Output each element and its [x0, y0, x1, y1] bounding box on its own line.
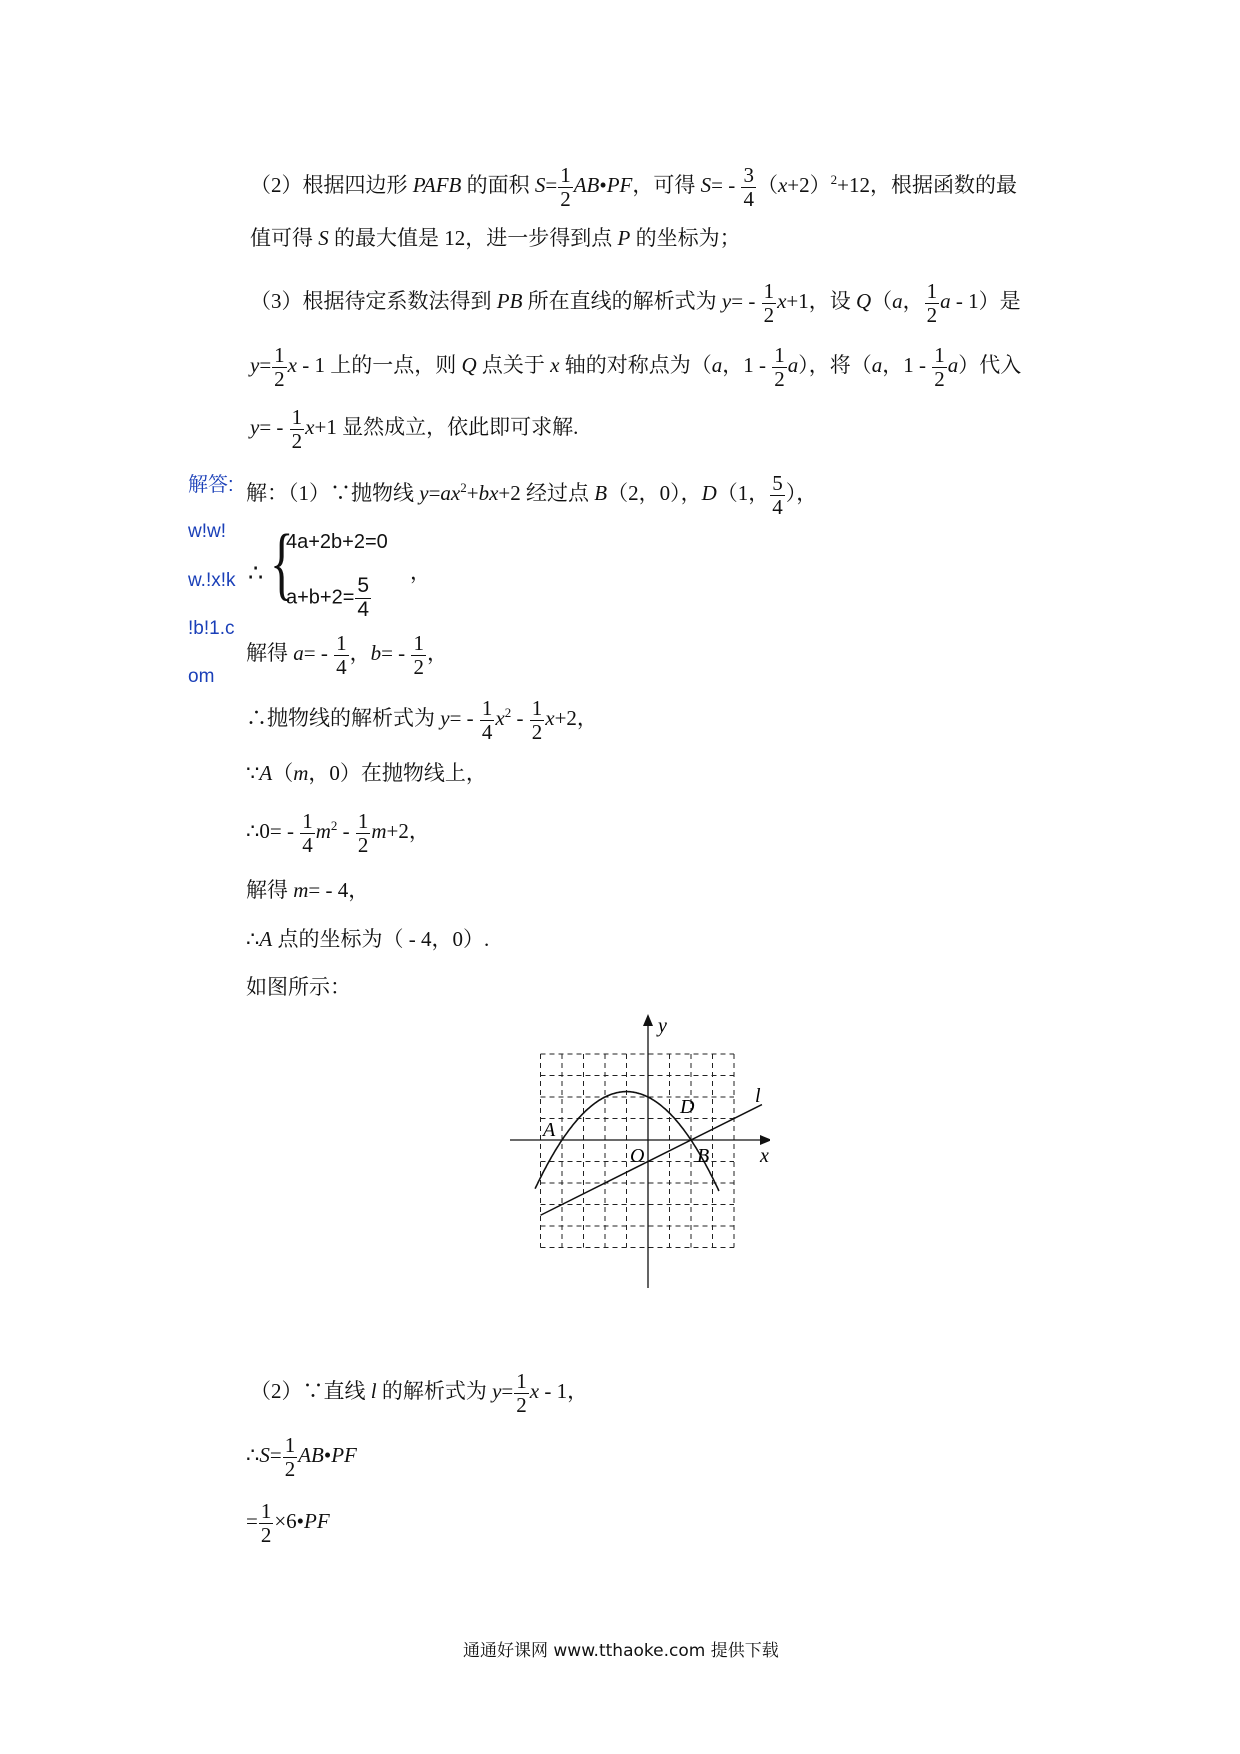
- text: -: [337, 818, 355, 843]
- denominator: 4: [481, 719, 493, 744]
- numerator: 1: [934, 343, 945, 367]
- fraction: [932, 344, 947, 390]
- text: ×6•: [274, 1508, 305, 1533]
- denominator: 2: [413, 654, 424, 679]
- text: a: [787, 352, 799, 377]
- denominator: 2: [531, 719, 543, 744]
- text: -: [511, 705, 529, 730]
- text: +1 显然成立，依此即可求解.: [314, 414, 579, 439]
- solution-line-4: [246, 697, 598, 743]
- text: ，可得: [632, 172, 701, 197]
- text: m: [371, 818, 387, 843]
- text: =: [545, 172, 558, 197]
- denominator: 4: [357, 597, 370, 621]
- watermark-line-3: !b!1.c: [188, 618, 235, 639]
- solution-line-7: [246, 880, 369, 901]
- denominator: 4: [743, 186, 754, 211]
- text: 所在直线的解析式为: [522, 288, 722, 313]
- text: （3）根据待定系数法得到: [250, 288, 497, 313]
- fraction: [356, 810, 371, 856]
- denominator: 2: [516, 1392, 527, 1417]
- denominator: 2: [260, 1522, 272, 1547]
- numerator: 1: [302, 809, 313, 833]
- denominator: 2: [284, 1456, 296, 1481]
- text: +2，: [386, 818, 430, 843]
- text: 轴的对称点为（: [559, 352, 712, 377]
- text: •: [599, 172, 607, 197]
- text: ，: [349, 640, 371, 665]
- text: ），将（: [798, 352, 872, 377]
- text: 点关于: [476, 352, 551, 377]
- text: Q: [461, 352, 477, 377]
- solution-line-11: [246, 1434, 357, 1480]
- text: x: [545, 705, 555, 730]
- page-footer: 通通好课网 www.tthaoke.com 提供下载: [463, 1641, 779, 1661]
- text: AB: [573, 172, 600, 197]
- therefore-symbol: ∴: [248, 561, 264, 587]
- text: = -: [381, 640, 411, 665]
- solution-line-3: [246, 632, 448, 678]
- text: D: [701, 480, 717, 505]
- text: y: [250, 414, 260, 439]
- text: PF: [304, 1508, 330, 1533]
- text: ∴: [246, 1442, 260, 1467]
- text: ∴: [246, 927, 260, 951]
- text: a: [892, 288, 903, 313]
- solution-line-1: [246, 472, 817, 518]
- system-comma: ，: [410, 560, 431, 584]
- text: a: [871, 352, 883, 377]
- text: ∵: [246, 761, 260, 785]
- denominator: 2: [763, 302, 775, 327]
- text: 的解析式为: [376, 1378, 493, 1403]
- text: 解得: [246, 640, 294, 665]
- text: l: [370, 1378, 377, 1403]
- text: =: [428, 480, 441, 505]
- text: PB: [496, 288, 523, 313]
- solution-line-6: [246, 810, 430, 856]
- denominator: 2: [774, 366, 785, 391]
- fraction: [925, 280, 940, 326]
- text: 点的坐标为（ - 4，0）.: [272, 927, 490, 951]
- numerator: 1: [274, 343, 285, 367]
- solution-line-12: [246, 1500, 330, 1546]
- fraction: [762, 280, 777, 326]
- denominator: 2: [274, 366, 285, 391]
- text: ，: [902, 288, 924, 313]
- text: m: [315, 818, 331, 843]
- text: （: [871, 288, 893, 313]
- numerator: 1: [413, 631, 424, 655]
- label-l: l: [755, 1085, 761, 1107]
- denominator: 2: [357, 832, 369, 857]
- fraction: [272, 344, 287, 390]
- fraction: [480, 697, 495, 743]
- system-equation-2: [286, 575, 372, 621]
- analysis-p3-line1: [250, 280, 1021, 326]
- text: +2，: [554, 705, 598, 730]
- denominator: 2: [291, 428, 303, 453]
- answer-label: 解答:: [188, 474, 234, 496]
- text: a: [293, 640, 304, 665]
- text: - 1）是: [950, 288, 1021, 313]
- text: a: [711, 352, 723, 377]
- text: = -: [303, 640, 334, 665]
- watermark-line-4: om: [188, 666, 215, 687]
- numerator: 1: [291, 405, 303, 429]
- fraction: [741, 164, 756, 210]
- superscript: 2: [460, 479, 467, 495]
- system-equation-1: 4a+2b+2=0: [286, 531, 388, 553]
- text: ∴0= -: [246, 818, 300, 843]
- text: ）代入: [958, 352, 1022, 377]
- analysis-p3-line2: [250, 344, 1021, 390]
- text: （: [756, 172, 778, 197]
- text: =: [246, 1508, 258, 1533]
- y-axis-arrow: [643, 1014, 653, 1026]
- text: x: [287, 352, 297, 377]
- numerator: 1: [284, 1433, 296, 1457]
- text: x: [550, 352, 560, 377]
- superscript: 2: [504, 704, 512, 720]
- numerator: 1: [516, 1369, 527, 1393]
- fraction: [259, 1500, 274, 1546]
- text: x: [777, 288, 787, 313]
- text: x: [529, 1378, 540, 1403]
- text: （2，0），: [607, 480, 702, 505]
- text: a+b+2=: [286, 586, 355, 609]
- text: A: [259, 927, 273, 951]
- text: ，0）在抛物线上，: [308, 761, 487, 785]
- fraction: [558, 164, 573, 210]
- fraction: [770, 472, 785, 518]
- fraction: [300, 810, 315, 856]
- text: +2）: [787, 172, 831, 197]
- text: m: [293, 878, 309, 902]
- text: = -: [731, 288, 761, 313]
- text: S: [318, 226, 329, 250]
- label-a: A: [543, 1119, 556, 1141]
- numerator: 1: [336, 631, 347, 655]
- fraction: [411, 632, 426, 678]
- text: = - 4，: [308, 878, 370, 902]
- numerator: 5: [357, 574, 370, 597]
- label-y: y: [658, 1015, 667, 1037]
- text: = -: [449, 705, 479, 730]
- fraction: [530, 697, 545, 743]
- superscript: 2: [830, 171, 838, 187]
- text: +12，根据函数的最: [837, 172, 1017, 197]
- analysis-p2-line1: [250, 164, 1017, 210]
- numerator: 3: [743, 163, 754, 187]
- text: （2）∵直线: [250, 1378, 371, 1403]
- text: ，1 -: [722, 352, 772, 377]
- label-origin: O: [630, 1145, 645, 1167]
- text: +2 经过点: [498, 480, 595, 505]
- text: P: [617, 226, 631, 250]
- text: 解：（1）∵抛物线: [246, 480, 420, 505]
- text: S: [259, 1442, 270, 1467]
- numerator: 1: [357, 809, 369, 833]
- solution-line-10: [250, 1370, 588, 1416]
- text: ax: [440, 480, 461, 505]
- denominator: 2: [934, 366, 945, 391]
- text: 解得: [246, 878, 294, 902]
- text: Q: [856, 288, 872, 313]
- denominator: 4: [302, 832, 313, 857]
- system-brace: {: [270, 517, 294, 608]
- text: b: [370, 640, 382, 665]
- text: - 1，: [539, 1378, 589, 1403]
- text: y: [440, 705, 450, 730]
- text: a: [947, 352, 959, 377]
- text: =: [259, 352, 272, 377]
- text: ，1 -: [882, 352, 932, 377]
- text: x: [777, 172, 788, 197]
- text: （: [272, 761, 294, 785]
- x-axis-arrow: [760, 1135, 770, 1145]
- text: y: [721, 288, 732, 313]
- solution-line-9: 如图所示：: [246, 975, 351, 999]
- text: =: [269, 1442, 282, 1467]
- text: PAFB: [412, 172, 462, 197]
- text: =: [501, 1378, 514, 1403]
- text: 的最大值是 12，进一步得到点: [328, 226, 618, 250]
- text: PF: [331, 1442, 357, 1467]
- text: y: [492, 1378, 502, 1403]
- text: bx: [478, 480, 499, 505]
- solution-line-8: [246, 929, 489, 950]
- denominator: 2: [926, 302, 938, 327]
- solution-line-5: [246, 763, 487, 784]
- numerator: 5: [772, 471, 783, 495]
- text: x: [305, 414, 315, 439]
- text: B: [594, 480, 608, 505]
- label-d: D: [680, 1096, 695, 1118]
- text: y: [419, 480, 429, 505]
- denominator: 2: [560, 186, 571, 211]
- text: a: [940, 288, 951, 313]
- text: A: [259, 761, 273, 785]
- label-x: x: [760, 1145, 769, 1167]
- label-b: B: [697, 1145, 710, 1167]
- text: +: [466, 480, 479, 505]
- fraction: [290, 406, 305, 452]
- text: （1，: [716, 480, 770, 505]
- text: S: [700, 172, 712, 197]
- numerator: 1: [260, 1499, 272, 1523]
- text: m: [293, 761, 309, 785]
- text: PF: [606, 172, 633, 197]
- fraction: [334, 632, 349, 678]
- numerator: 1: [531, 696, 543, 720]
- numerator: 1: [481, 696, 493, 720]
- fraction: [772, 344, 787, 390]
- denominator: 4: [336, 654, 347, 679]
- text: 的坐标为；: [630, 226, 741, 250]
- text: x: [495, 705, 505, 730]
- fraction: [355, 575, 371, 621]
- line-l: [541, 1105, 762, 1216]
- numerator: 1: [763, 279, 775, 303]
- watermark-line-1: w!w!: [188, 521, 226, 542]
- text: +1，设: [786, 288, 856, 313]
- denominator: 4: [772, 494, 783, 519]
- text: •: [323, 1442, 332, 1467]
- text: = -: [259, 414, 289, 439]
- text: ∴抛物线的解析式为: [246, 705, 441, 730]
- text: - 1 上的一点，则: [297, 352, 462, 377]
- text: = -: [711, 172, 741, 197]
- analysis-p2-line2: [250, 228, 741, 249]
- numerator: 1: [560, 163, 571, 187]
- fraction: [283, 1434, 298, 1480]
- numerator: 1: [774, 343, 785, 367]
- text: 值可得: [250, 226, 319, 250]
- text: AB: [298, 1442, 324, 1467]
- watermark-line-2: w.!x!k: [188, 570, 236, 591]
- text: ），: [785, 480, 818, 505]
- text: ，: [426, 640, 448, 665]
- superscript: 2: [330, 817, 338, 833]
- parabola-figure: [510, 1010, 770, 1290]
- text: S: [534, 172, 546, 197]
- text: y: [250, 352, 260, 377]
- analysis-p3-line3: [250, 406, 578, 452]
- numerator: 1: [926, 279, 938, 303]
- text: 的面积: [461, 172, 535, 197]
- fraction: [514, 1370, 529, 1416]
- text: （2）根据四边形: [250, 172, 413, 197]
